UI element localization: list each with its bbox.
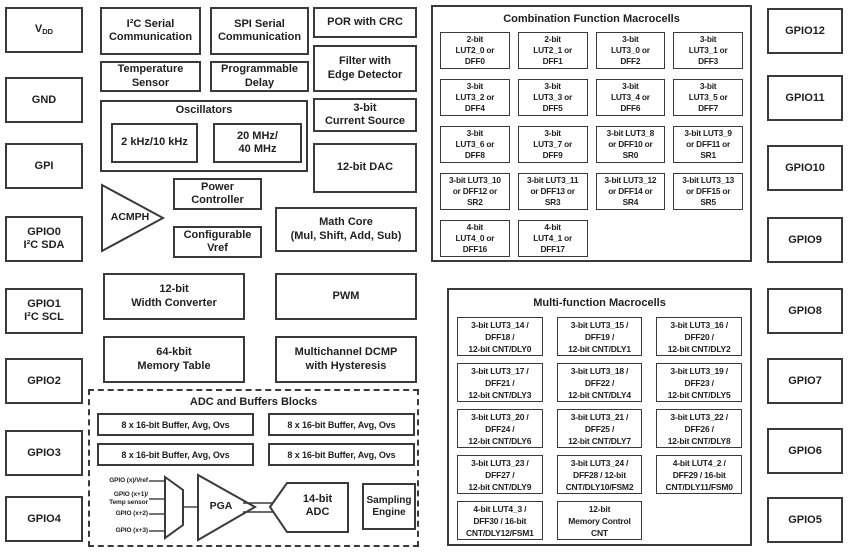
buffer-box: 8 x 16-bit Buffer, Avg, Ovs <box>268 443 415 466</box>
macrocell: 3-bit LUT3_17 / DFF21 / 12-bit CNT/DLY3 <box>457 363 543 402</box>
pin-gnd: GND <box>5 77 83 123</box>
macrocell: 3-bit LUT3_15 / DFF19 / 12-bit CNT/DLY1 <box>557 317 643 356</box>
pwm-block: PWM <box>275 273 417 320</box>
buffer-grid <box>97 413 415 466</box>
adc-input-label-2: GPIO (x+2) <box>115 510 148 517</box>
current-source-block: 3-bit Current Source <box>313 98 417 132</box>
macrocell: 3-bit LUT3_14 / DFF18 / 12-bit CNT/DLY0 <box>457 317 543 356</box>
sampling-engine-block: Sampling Engine <box>362 483 416 530</box>
macrocell: 3-bit LUT3_8 or DFF10 or SR0 <box>596 126 666 163</box>
macrocell: 3-bit LUT3_11 or DFF13 or SR3 <box>518 173 588 210</box>
por-crc-block: POR with CRC <box>313 7 417 38</box>
configurable-vref-block: Configurable Vref <box>173 226 262 258</box>
macrocell: 3-bit LUT3_7 or DFF9 <box>518 126 588 163</box>
multifunction-macrocells-section <box>447 288 752 546</box>
adc-label: 14-bit ADC <box>302 493 333 518</box>
memory-table-block: 64-kbit Memory Table <box>103 336 245 383</box>
macrocell: 3-bit LUT3_10 or DFF12 or SR2 <box>440 173 510 210</box>
oscillators-title: Oscillators <box>175 104 233 116</box>
macrocell: 3-bit LUT3_21 / DFF25 / 12-bit CNT/DLY7 <box>557 409 643 448</box>
pin-vdd-label: VDD <box>34 22 54 36</box>
macrocell: 4-bit LUT4_3 / DFF30 / 16-bit CNT/DLY12/FSM1 <box>457 501 543 540</box>
power-controller-block: Power Controller <box>173 178 262 210</box>
macrocell: 3-bit LUT3_9 or DFF11 or SR1 <box>673 126 743 163</box>
pin-gpio10: GPIO10 <box>767 145 843 191</box>
adc-input-label-3: GPIO (x+3) <box>115 527 148 534</box>
adc-input-label-1: GPIO (x+1)/ Temp sensor <box>109 491 148 506</box>
oscillator-low-block: 2 kHz/10 kHz <box>111 123 198 163</box>
width-converter-block: 12-bit Width Converter <box>103 273 245 320</box>
pin-gpio3: GPIO3 <box>5 430 83 476</box>
pin-gpio5: GPIO5 <box>767 497 843 543</box>
acmph-label: ACMPH <box>110 211 150 223</box>
macrocell: 2-bit LUT2_1 or DFF1 <box>518 32 588 69</box>
pin-gpio6: GPIO6 <box>767 428 843 474</box>
macrocell: 3-bit LUT3_1 or DFF3 <box>673 32 743 69</box>
buffer-box: 8 x 16-bit Buffer, Avg, Ovs <box>268 413 415 436</box>
macrocell: 3-bit LUT3_3 or DFF5 <box>518 79 588 116</box>
pin-gpio2: GPIO2 <box>5 358 83 404</box>
multifunction-macrocells-title: Multi-function Macrocells <box>533 297 666 309</box>
combination-macrocells-section <box>431 5 752 262</box>
math-core-block: Math Core (Mul, Shift, Add, Sub) <box>275 207 417 252</box>
buffer-box: 8 x 16-bit Buffer, Avg, Ovs <box>97 413 254 436</box>
pin-gpio12: GPIO12 <box>767 8 843 54</box>
spi-serial-block: SPI Serial Communication <box>210 7 309 55</box>
programmable-delay-block: Programmable Delay <box>210 61 309 92</box>
macrocell: 3-bit LUT3_4 or DFF6 <box>596 79 666 116</box>
combination-macrocells-title: Combination Function Macrocells <box>503 13 680 25</box>
buffer-box: 8 x 16-bit Buffer, Avg, Ovs <box>97 443 254 466</box>
pin-gpio1: GPIO1 I²C SCL <box>5 288 83 334</box>
pin-gpio11: GPIO11 <box>767 75 843 121</box>
multifunction-macrocells-grid <box>457 317 742 540</box>
mux-shape <box>165 477 183 538</box>
pin-vdd <box>5 7 83 53</box>
temperature-sensor-block: Temperature Sensor <box>100 61 201 92</box>
dac-block: 12-bit DAC <box>313 143 417 193</box>
oscillator-high-block: 20 MHz/ 40 MHz <box>213 123 302 163</box>
macrocell: 3-bit LUT3_18 / DFF22 / 12-bit CNT/DLY4 <box>557 363 643 402</box>
filter-edge-detector-block: Filter with Edge Detector <box>313 45 417 92</box>
i2c-serial-block: I²C Serial Communication <box>100 7 201 55</box>
combination-macrocells-grid <box>440 32 743 257</box>
pin-gpio0: GPIO0 I²C SDA <box>5 216 83 262</box>
pga-label: PGA <box>209 500 233 512</box>
macrocell: 3-bit LUT3_24 / DFF28 / 12-bit CNT/DLY10/FSM2 <box>557 455 643 494</box>
macrocell: 3-bit LUT3_22 / DFF26 / 12-bit CNT/DLY8 <box>656 409 742 448</box>
macrocell: 3-bit LUT3_0 or DFF2 <box>596 32 666 69</box>
macrocell: 3-bit LUT3_12 or DFF14 or SR4 <box>596 173 666 210</box>
macrocell: 3-bit LUT3_6 or DFF8 <box>440 126 510 163</box>
adc-input-label-0: GPIO (x)/Vref <box>109 477 148 484</box>
macrocell: 3-bit LUT3_2 or DFF4 <box>440 79 510 116</box>
macrocell: 3-bit LUT3_16 / DFF20 / 12-bit CNT/DLY2 <box>656 317 742 356</box>
pin-gpio8: GPIO8 <box>767 288 843 334</box>
macrocell: 12-bit Memory Control CNT <box>557 501 643 540</box>
macrocell: 3-bit LUT3_23 / DFF27 / 12-bit CNT/DLY9 <box>457 455 543 494</box>
macrocell: 3-bit LUT3_19 / DFF23 / 12-bit CNT/DLY5 <box>656 363 742 402</box>
adc-buffers-title: ADC and Buffers Blocks <box>189 396 318 408</box>
pin-gpio4: GPIO4 <box>5 496 83 542</box>
pin-gpio9: GPIO9 <box>767 217 843 263</box>
macrocell: 3-bit LUT3_5 or DFF7 <box>673 79 743 116</box>
dcmp-block: Multichannel DCMP with Hysteresis <box>275 336 417 383</box>
macrocell: 2-bit LUT2_0 or DFF0 <box>440 32 510 69</box>
macrocell: 4-bit LUT4_2 / DFF29 / 16-bit CNT/DLY11/FSM0 <box>656 455 742 494</box>
macrocell: 3-bit LUT3_20 / DFF24 / 12-bit CNT/DLY6 <box>457 409 543 448</box>
pin-gpio7: GPIO7 <box>767 358 843 404</box>
pin-gpi: GPI <box>5 143 83 189</box>
macrocell: 4-bit LUT4_1 or DFF17 <box>518 220 588 257</box>
macrocell: 3-bit LUT3_13 or DFF15 or SR5 <box>673 173 743 210</box>
macrocell: 4-bit LUT4_0 or DFF16 <box>440 220 510 257</box>
